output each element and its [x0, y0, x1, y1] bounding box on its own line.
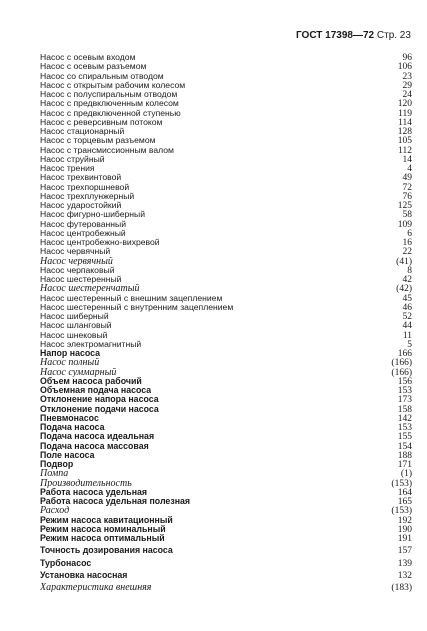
index-row [40, 571, 412, 580]
index-term-number: 114 [398, 117, 412, 128]
index-term-number: 106 [397, 62, 412, 73]
index-row [40, 183, 412, 192]
index-term: Насос трехпоршневой [40, 182, 130, 192]
index-term: Производительность [40, 478, 132, 488]
index-row [40, 516, 412, 525]
index-term-number: 164 [397, 487, 412, 498]
index-term: Объемная подача насоса [40, 386, 152, 395]
index-term-number: (183) [391, 583, 412, 593]
index-row [40, 266, 412, 275]
index-row [40, 442, 412, 451]
index-row [40, 506, 412, 515]
index-term-number: 22 [402, 247, 412, 258]
index-term-number: 171 [397, 460, 412, 470]
index-term-number: (42) [396, 284, 412, 295]
index-term-number: 188 [397, 450, 412, 461]
index-term: Насос с осевым разъемом [40, 62, 147, 72]
index-term-number: 46 [402, 302, 412, 313]
index-row [40, 525, 412, 534]
index-row [40, 331, 412, 340]
index-term: Режим насоса кавитационный [40, 515, 173, 525]
index-term: Насос с трансмиссионным валом [40, 145, 174, 155]
index-term-number: 192 [397, 515, 412, 526]
index-term: Точность дозирования насоса [40, 546, 173, 556]
index-term-number: 158 [397, 404, 412, 415]
index-term: Насос центробежный [40, 228, 126, 238]
index-term-number: 23 [402, 71, 412, 82]
index-term-number: 112 [398, 145, 412, 156]
index-term-number: (1) [400, 469, 412, 480]
index-term: Насос суммарный [40, 367, 117, 377]
index-row [40, 479, 412, 488]
index-row [40, 127, 412, 136]
index-term: Работа насоса удельная [40, 487, 148, 497]
index-term-number: 52 [402, 312, 412, 322]
index-row [40, 349, 412, 358]
index-row [40, 62, 412, 71]
index-row [40, 136, 412, 145]
index-term-number: 156 [397, 376, 412, 387]
index-term: Помпа [40, 469, 69, 479]
index-term: Отклонение напора насоса [40, 395, 159, 405]
index-term: Насос с осевым входом [40, 53, 136, 62]
index-term: Насос черпаковый [40, 265, 115, 275]
index-term-number: 191 [397, 534, 412, 544]
index-term-number: 120 [397, 99, 412, 110]
index-term-number: 4 [407, 164, 412, 174]
term-index-list [40, 53, 412, 592]
index-term-number: 128 [397, 127, 412, 137]
index-term-number: 157 [397, 546, 412, 557]
index-term: Насос с реверсивным потоком [40, 117, 163, 127]
index-term-number: 6 [407, 228, 412, 239]
index-term-number: 76 [402, 191, 412, 202]
index-term-number: 190 [397, 524, 412, 535]
index-row [40, 257, 412, 266]
index-row [40, 284, 412, 293]
index-term-number: 166 [397, 349, 412, 359]
index-term: Объем насоса рабочий [40, 376, 142, 386]
index-row [40, 321, 412, 330]
index-term: Отклонение подачи насоса [40, 404, 159, 414]
index-term: Насос червячный [40, 256, 113, 266]
index-term: Насос с торцевым разъемом [40, 136, 156, 146]
index-row [40, 173, 412, 182]
index-term: Насос трения [40, 164, 95, 173]
index-term-number: 96 [402, 53, 412, 63]
index-row [40, 294, 412, 303]
index-term-number: 142 [397, 413, 412, 424]
index-term-number: 72 [402, 182, 412, 193]
index-row [40, 460, 412, 469]
index-term: Насос струйный [40, 154, 105, 164]
index-row [40, 201, 412, 210]
page-header [296, 30, 412, 41]
index-term: Насос трехплунжерный [40, 191, 135, 201]
index-term: Насос червячный [40, 247, 111, 257]
index-term: Турбонасос [40, 558, 92, 568]
index-row [40, 238, 412, 247]
index-term: Насос футерованный [40, 219, 127, 229]
index-term: Насос шестеренный [40, 275, 122, 284]
index-term-number: (166) [391, 367, 412, 378]
index-row [40, 155, 412, 164]
index-term: Напор насоса [40, 349, 100, 358]
index-term-number: (41) [396, 256, 412, 267]
index-term: Насос со спиральным отводом [40, 71, 164, 81]
index-row [40, 583, 412, 592]
index-row [40, 340, 412, 349]
index-term: Насос трехвинтовой [40, 173, 122, 183]
index-term-number: 11 [402, 330, 412, 341]
index-term-number: 139 [397, 558, 412, 569]
index-term: Режим насоса оптимальный [40, 534, 165, 543]
index-term-number: 109 [397, 219, 412, 230]
index-row [40, 377, 412, 386]
index-term: Насос шестеренный с внутренним зацеплением [40, 302, 234, 312]
index-term: Насос ударостойкий [40, 201, 122, 210]
index-term-number: 44 [402, 321, 412, 332]
index-term: Насос шланговый [40, 321, 112, 331]
index-row [40, 451, 412, 460]
index-term: Подача насоса [40, 423, 105, 432]
index-term-number: 8 [407, 265, 412, 276]
index-row [40, 229, 412, 238]
index-row [40, 534, 412, 543]
index-row [40, 72, 412, 81]
index-term: Насос с открытым рабочим колесом [40, 80, 186, 90]
index-term: Насос шиберный [40, 312, 109, 321]
index-term-number: 173 [397, 395, 412, 406]
standard-number: ГОСТ 17398—72 [296, 30, 375, 41]
index-term: Насос с предвключенной ступенью [40, 108, 181, 118]
index-term: Характеристика внешняя [40, 583, 152, 593]
index-row [40, 386, 412, 395]
index-term: Пневмонасос [40, 413, 99, 423]
index-term-number: 45 [402, 293, 412, 304]
index-term-number: 105 [397, 136, 412, 147]
index-term: Насос с полуспиральным отводом [40, 90, 178, 99]
index-row [40, 81, 412, 90]
index-row [40, 192, 412, 201]
index-term-number: 154 [397, 441, 412, 452]
index-row [40, 247, 412, 256]
index-term: Подвор [40, 460, 74, 469]
index-term-number: 42 [402, 275, 412, 285]
index-row [40, 559, 412, 568]
index-term-number: (166) [391, 358, 412, 369]
index-row [40, 414, 412, 423]
index-term-number: 153 [397, 386, 412, 396]
index-row [40, 220, 412, 229]
index-term: Насос шнековый [40, 330, 108, 340]
index-term: Насос фигурно-шиберный [40, 210, 146, 220]
index-term: Насос с предвключенным колесом [40, 99, 179, 109]
index-row [40, 488, 412, 497]
index-term-number: 125 [397, 201, 412, 211]
index-term: Насос стационарный [40, 127, 125, 136]
index-term: Установка насосная [40, 570, 128, 580]
index-term-number: 165 [397, 497, 412, 507]
index-term: Насос шестеренчатый [40, 284, 140, 294]
index-term-number: (153) [391, 506, 412, 517]
index-row [40, 210, 412, 219]
index-row [40, 497, 412, 506]
index-row [40, 368, 412, 377]
index-term: Работа насоса удельная полезная [40, 497, 191, 506]
index-row [40, 546, 412, 555]
index-row [40, 146, 412, 155]
index-term: Подача насоса массовая [40, 441, 149, 451]
index-row [40, 53, 412, 62]
index-term-number: 49 [402, 173, 412, 184]
index-term-number: 155 [397, 432, 412, 443]
index-term-number: 119 [398, 108, 412, 119]
index-row [40, 358, 412, 367]
index-row [40, 90, 412, 99]
index-term: Насос полный [40, 358, 100, 368]
index-term: Насос шестеренный с внешним зацеплением [40, 293, 223, 303]
index-row [40, 109, 412, 118]
index-row [40, 469, 412, 478]
index-row [40, 275, 412, 284]
index-row [40, 99, 412, 108]
index-term-number: 16 [402, 238, 412, 248]
index-term: Насос центробежно-вихревой [40, 238, 160, 247]
index-term-number: 132 [397, 570, 412, 581]
index-term: Насос электромагнитный [40, 339, 142, 349]
index-row [40, 405, 412, 414]
page-number: Стр. 23 [376, 30, 411, 41]
index-term-number: 5 [407, 339, 412, 350]
index-term: Подача насоса идеальная [40, 432, 155, 442]
index-row [40, 164, 412, 173]
index-term-number: (153) [391, 478, 412, 489]
index-row [40, 118, 412, 127]
index-row [40, 423, 412, 432]
index-row [40, 312, 412, 321]
index-term-number: 24 [402, 90, 412, 100]
index-term: Расход [40, 506, 70, 516]
index-term-number: 14 [402, 154, 412, 165]
index-term: Поле насоса [40, 450, 95, 460]
index-row [40, 303, 412, 312]
index-term-number: 58 [402, 210, 412, 221]
index-term-number: 153 [397, 423, 412, 433]
index-term: Режим насоса номинальный [40, 524, 166, 534]
index-row [40, 432, 412, 441]
index-term-number: 29 [402, 80, 412, 91]
index-row [40, 395, 412, 404]
